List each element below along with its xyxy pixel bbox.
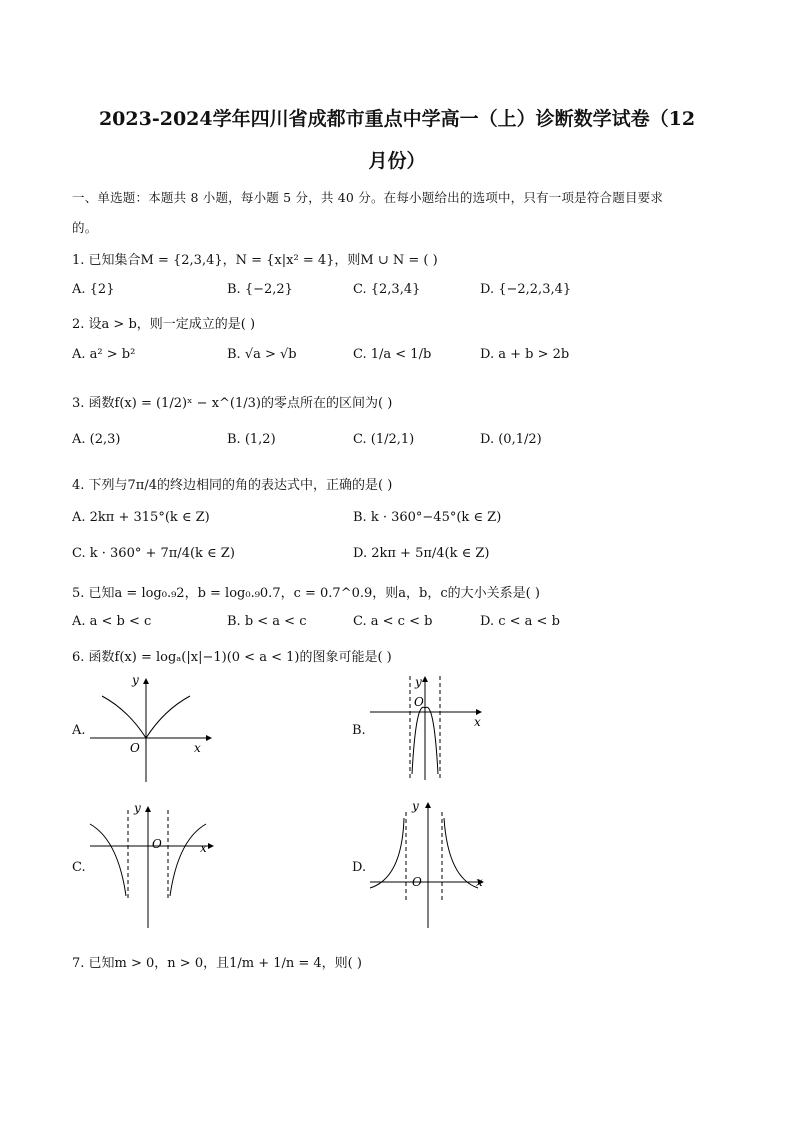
question-5-stem: 5. 已知a = log₀.₉2，b = log₀.₉0.7，c = 0.7^0.9，则a，b，c的大小关系是( ) (72, 586, 540, 601)
question-6-stem: 6. 函数f(x) = logₐ(|x|−1)(0 < a < 1)的图象可能是( ) (72, 650, 392, 665)
q6-c-origin-label: O (152, 837, 162, 851)
q2-option-a[interactable]: A. a² > b² (72, 347, 136, 362)
q1-option-d[interactable]: D. {−2,2,3,4} (480, 282, 572, 297)
q6-option-a-label[interactable]: A. (72, 723, 86, 738)
section-heading: 一、单选题：本题共 8 小题，每小题 5 分，共 40 分。在每小题给出的选项中，只有一项是符合题目要求 (72, 190, 664, 205)
q3-option-a[interactable]: A. (2,3) (72, 432, 121, 447)
q6-d-y-axis-label: y (412, 799, 419, 813)
q4-option-d[interactable]: D. 2kπ + 5π/4(k ∈ Z) (353, 546, 490, 561)
q6-graph-b[interactable] (368, 672, 488, 782)
q6-c-y-axis-label: y (134, 801, 141, 815)
q1-option-a[interactable]: A. {2} (72, 282, 115, 297)
q6-c-x-axis-label: x (200, 841, 207, 855)
q3-option-b[interactable]: B. (1,2) (227, 432, 276, 447)
q6-graph-d[interactable] (368, 798, 498, 930)
question-1-stem: 1. 已知集合M = {2,3,4}，N = {x|x² = 4}，则M ∪ N = ( ) (72, 253, 438, 268)
q6-a-x-axis-label: x (194, 741, 201, 755)
q6-b-origin-label: O (414, 695, 424, 709)
q6-a-origin-label: O (130, 741, 140, 755)
q6-a-y-axis-label: y (132, 674, 139, 687)
q2-option-d[interactable]: D. a + b > 2b (480, 347, 570, 362)
q6-option-c-label[interactable]: C. (72, 860, 86, 875)
q6-graph-c[interactable] (88, 800, 218, 930)
q5-option-a[interactable]: A. a < b < c (72, 614, 152, 629)
q5-option-c[interactable]: C. a < c < b (353, 614, 433, 629)
q6-d-x-axis-label: x (476, 875, 483, 889)
q6-option-d-label[interactable]: D. (352, 860, 367, 875)
question-4-stem: 4. 下列与7π/4的终边相同的角的表达式中，正确的是( ) (72, 478, 393, 493)
q6-b-x-axis-label: x (474, 715, 481, 729)
q4-option-b[interactable]: B. k · 360°−45°(k ∈ Z) (353, 510, 502, 525)
q2-option-b[interactable]: B. √a > √b (227, 347, 297, 362)
section-heading-cont: 的。 (72, 220, 98, 235)
question-2-stem: 2. 设a > b，则一定成立的是( ) (72, 317, 256, 332)
q3-option-d[interactable]: D. (0,1/2) (480, 432, 542, 447)
question-3-stem: 3. 函数f(x) = (1/2)ˣ − x^(1/3)的零点所在的区间为( ) (72, 396, 393, 411)
q5-option-d[interactable]: D. c < a < b (480, 614, 560, 629)
q6-b-y-axis-label: y (415, 675, 422, 689)
q1-option-c[interactable]: C. {2,3,4} (353, 282, 421, 297)
q1-option-b[interactable]: B. {−2,2} (227, 282, 293, 297)
q6-option-b-label[interactable]: B. (352, 723, 366, 738)
exam-title-line2: 月份） (368, 150, 426, 172)
q6-graph-a[interactable] (88, 674, 218, 784)
exam-title-line1: 2023-2024学年四川省成都市重点中学高一（上）诊断数学试卷（12 (98, 108, 696, 130)
question-7-stem: 7. 已知m > 0，n > 0，且1/m + 1/n = 4，则( ) (72, 956, 362, 971)
q2-option-c[interactable]: C. 1/a < 1/b (353, 347, 432, 362)
q4-option-c[interactable]: C. k · 360° + 7π/4(k ∈ Z) (72, 546, 235, 561)
q6-d-origin-label: O (412, 875, 422, 889)
q5-option-b[interactable]: B. b < a < c (227, 614, 307, 629)
q4-option-a[interactable]: A. 2kπ + 315°(k ∈ Z) (72, 510, 210, 525)
q3-option-c[interactable]: C. (1/2,1) (353, 432, 415, 447)
